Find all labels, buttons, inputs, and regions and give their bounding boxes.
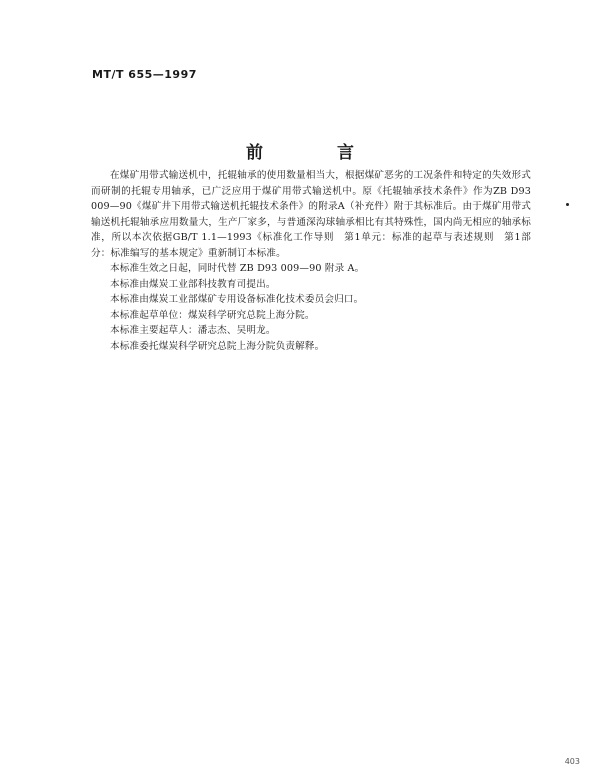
- foreword-paragraph: 在煤矿用带式输送机中，托辊轴承的使用数量相当大，根据煤矿恶劣的工况条件和特定的失效形式而研制的托辊专用轴承，已广泛应用于煤矿用带式输送机中。原《托辊轴承技术条件》作为ZB D93 009—90《煤矿井下用带式输送机托辊技术条件》的附录A（补充件）附于其标准后。由于煤矿用带式输送机托辊轴承应用数量大，生产厂家多，与普通深沟球轴承相比有其特殊性，国内尚无相应的轴承标准，所以本次依据GB/T 1.1—1993《标准化工作导则 第1单元：标准的起草与表述规则 第1部分：标准编写的基本规定》重新制订本标准。: [91, 170, 531, 259]
- foreword-paragraph: 本标准由煤炭工业部科技教育司提出。: [110, 278, 276, 290]
- standard-code: MT/T 655—1997: [92, 68, 197, 81]
- foreword-body: [91, 168, 531, 354]
- foreword-paragraph: 本标准主要起草人：潘志杰、吴明龙。: [110, 325, 276, 336]
- page-number: 403: [564, 757, 580, 766]
- scan-speck: [566, 203, 569, 206]
- foreword-paragraph: 本标准委托煤炭科学研究总院上海分院负责解释。: [110, 340, 325, 352]
- foreword-paragraph: 本标准由煤炭工业部煤矿专用设备标准化技术委员会归口。: [110, 294, 364, 305]
- page-title: 前 言: [246, 143, 388, 163]
- foreword-paragraph: 本标准生效之日起，同时代替 ZB D93 009—90 附录 A。: [110, 263, 365, 274]
- foreword-paragraph: 本标准起草单位：煤炭科学研究总院上海分院。: [110, 309, 315, 321]
